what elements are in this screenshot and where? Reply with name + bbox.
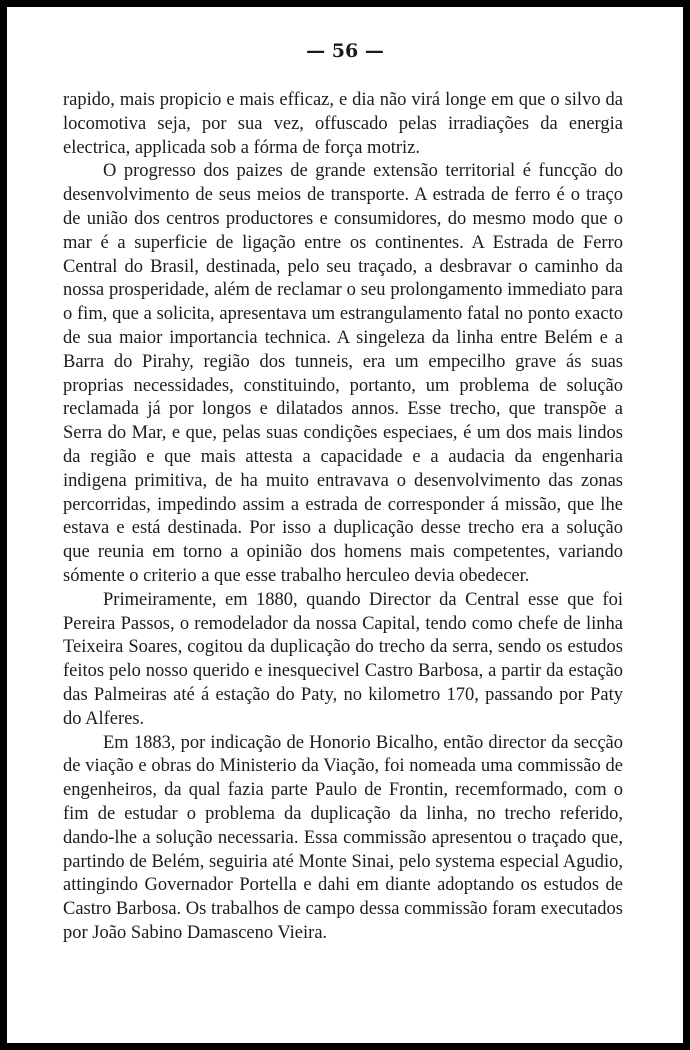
paragraph-1: rapido, mais propicio e mais efficaz, e dia não virá longe em que o silvo da locomotiva seja, por sua vez, offuscado pelas irradiações da energia electrica, applicada sob a fórma de força motriz. [63, 90, 623, 158]
paragraph-4: Em 1883, por indicação de Honorio Bicalho, então director da secção de viação e obras do Ministerio da Viação, foi nomeada uma commissão de engenheiros, da qual fazia parte Paulo de Frontin, recemformado, com o fim de estudar o problema da duplicação da linha, no trecho referido, dando-lhe a solução necessaria. Essa commissão apresentou o traçado que, partindo de Belém, seguiria até Monte Sinai, pelo systema especial Agudio, attingindo Governador Portella e dahi em diante adoptando os estudos de Castro Barbosa. Os trabalhos de campo dessa commissão foram executados por João Sabino Damasceno Vieira. [63, 732, 623, 943]
page-number: — 56 — [306, 40, 384, 62]
body-text [63, 89, 623, 946]
paragraph-3: Primeiramente, em 1880, quando Director da Central esse que foi Pereira Passos, o remodelador da nossa Capital, tendo como chefe de linha Teixeira Soares, cogitou da duplicação do trecho da serra, sendo os estudos feitos pelo nosso querido e inesquecivel Castro Barbosa, a partir da estação das Palmeiras até á estação do Paty, no kilometro 170, passando por Paty do Alferes. [63, 589, 623, 729]
paragraph-2: O progresso dos paizes de grande extensão territorial é funcção do desenvolvimento de seus meios de transporte. A estrada de ferro é o traço de união dos centros productores e consumidores, do mesmo modo que o mar é a superficie de ligação entre os continentes. A Estrada de Ferro Central do Brasil, destinada, pelo seu traçado, a desbravar o caminho da nossa prosperidade, além de reclamar o seu prolongamento immediato para o fim, que a solicita, apresentava um estrangulamento fatal no ponto exacto de sua maior importancia technica. A singeleza da linha entre Belém e a Barra do Pirahy, região dos tunneis, era um empecilho grave ás suas proprias necessidades, constituindo, portanto, um problema de solução reclamada já por longos e dilatados annos. Esse trecho, que transpõe a Serra do Mar, e que, pelas suas condições especiaes, é um dos mais lindos da região e que mais attesta a capacidade e a audacia da engenharia indigena primitiva, de ha muito entravava o desenvolvimento das zonas percorridas, impedindo assim a estrada de corresponder á missão, que lhe estava e está destinada. Por isso a duplicação desse trecho era a solução que reunia em torno a opinião dos homens mais competentes, variando sómente o criterio a que esse trabalho herculeo devia obedecer. [63, 161, 623, 586]
book-page [7, 7, 683, 1043]
